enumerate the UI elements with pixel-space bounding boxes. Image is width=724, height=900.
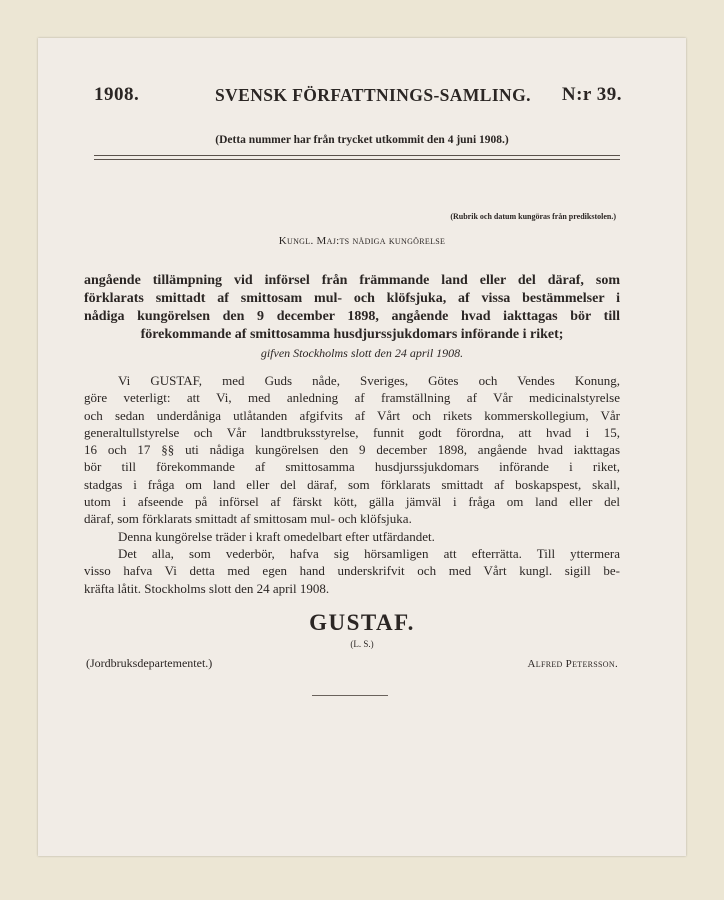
decree-title-line: angående tillämpning vid införsel från främmande land eller del däraf, som	[84, 273, 620, 288]
seal-mark: (L. S.)	[350, 639, 374, 649]
publication-note: (Detta nummer har från trycket utkommit den 4 juni 1908.)	[215, 134, 509, 146]
body-line: Det alla, som vederbör, hafva sig hörsamligen att efterrätta. Till yttermera	[118, 545, 620, 561]
closing-rule	[312, 695, 388, 696]
decree-title	[84, 272, 620, 344]
body-line: stadgas i fråga om land eller del däraf, som förklarats smittadt af boskapspest, skall,	[84, 476, 620, 492]
body-line: generaltullstyrelse och Vår landtbruksstyrelse, funnit godt förordna, att hvad i 15,	[84, 424, 620, 440]
body-line: utom i afseende på införsel af färskt kött, gälla jämväl i fråga om land eller del	[84, 494, 620, 510]
body-line: Denna kungörelse träder i kraft omedelbart efter utfärdandet.	[118, 528, 435, 544]
body-line: däraf, som förklarats smittadt af smittosam mul- och klöfsjuka.	[84, 511, 412, 527]
body-line: Vi GUSTAF, med Guds nåde, Sveriges, Götes och Vendes Konung,	[118, 373, 620, 388]
body-line: 16 och 17 §§ uti nådiga kungörelsen den 9 december 1898, angående hvad iakttagas	[84, 442, 620, 458]
decree-body	[84, 372, 620, 597]
body-line: göre veterligt: att Vi, med anledning af framställning af Vår medicinalstyrelse	[84, 390, 620, 406]
decree-title-line: nådiga kungörelsen den 9 december 1898, angående hvad iakttagas bör till	[84, 309, 620, 324]
header-rule-bottom	[94, 159, 620, 160]
decree-title-line: förekommande af smittosamma husdjurssjukdomars införande i riket;	[140, 327, 564, 342]
countersignature: Alfred Petersson.	[527, 658, 618, 670]
body-line: visso hafva Vi detta med egen hand underskrifvit och med Vårt kungl. sigill be-	[84, 563, 620, 579]
header-number: N:r 39.	[561, 84, 622, 105]
document-page	[38, 38, 686, 856]
department-name: (Jordbruksdepartementet.)	[86, 656, 213, 670]
body-line: kräfta låtit. Stockholms slott den 24 april 1908.	[84, 580, 330, 596]
given-date: gifven Stockholms slott den 24 april 1908.	[260, 346, 464, 360]
page-header	[38, 84, 686, 108]
royal-signature: GUSTAF.	[309, 610, 415, 635]
body-line: bör till förekommande af smittosamma husdjurssjukdomars införande i riket,	[84, 459, 620, 475]
header-year: 1908.	[94, 84, 140, 105]
header-title: SVENSK FÖRFATTNINGS-SAMLING.	[215, 85, 531, 105]
body-line: och sedan underdåniga utlåtanden afgifvits af Vårt och rikets kommerskollegium, Vår	[84, 407, 620, 423]
rubrik-note: (Rubrik och datum kungöras från predikstolen.)	[450, 212, 616, 221]
decree-title-line: förklarats smittadt af smittosam mul- och klöfsjuka, af vissa bestämmelser i	[84, 291, 620, 306]
decree-heading: Kungl. Maj:ts nådiga kungörelse	[278, 235, 446, 247]
header-rule-top	[94, 155, 620, 156]
